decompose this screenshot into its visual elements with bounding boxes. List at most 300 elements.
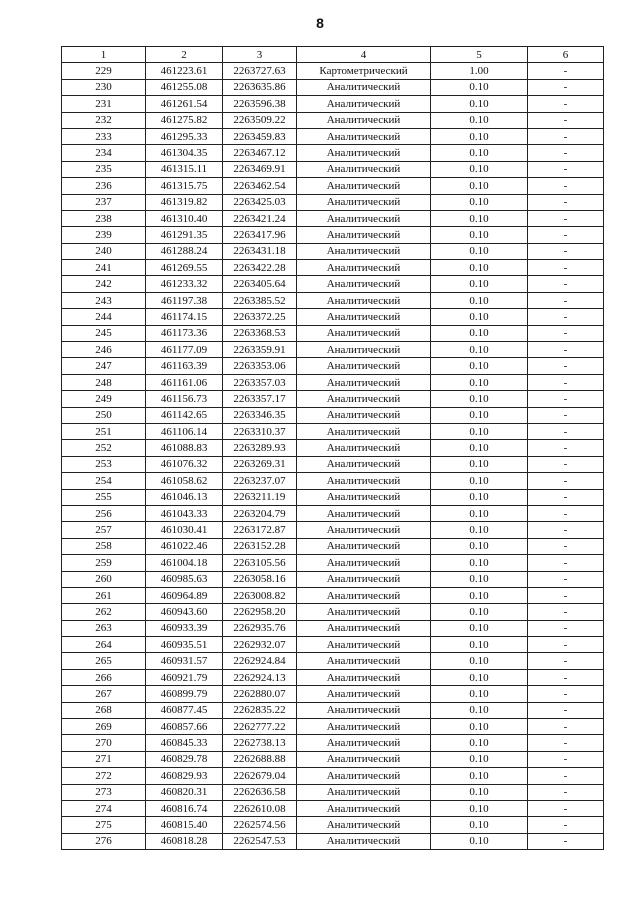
x-coordinate-cell: 460899.79 (146, 686, 223, 702)
note-cell: - (528, 243, 604, 259)
table-row (62, 719, 604, 735)
point-number-cell: 247 (62, 358, 146, 374)
method-cell: Аналитический (297, 653, 431, 669)
y-coordinate-cell: 2263353.06 (223, 358, 297, 374)
point-number-cell: 238 (62, 210, 146, 226)
method-cell: Аналитический (297, 194, 431, 210)
note-cell: - (528, 96, 604, 112)
table-row (62, 243, 604, 259)
method-cell: Аналитический (297, 702, 431, 718)
point-number-cell: 251 (62, 423, 146, 439)
note-cell: - (528, 145, 604, 161)
x-coordinate-cell: 460964.89 (146, 587, 223, 603)
accuracy-cell: 0.10 (431, 538, 528, 554)
x-coordinate-cell: 461315.75 (146, 178, 223, 194)
table-row (62, 210, 604, 226)
note-cell: - (528, 768, 604, 784)
note-cell: - (528, 210, 604, 226)
note-cell: - (528, 719, 604, 735)
accuracy-cell: 0.10 (431, 669, 528, 685)
point-number-cell: 263 (62, 620, 146, 636)
table-row (62, 800, 604, 816)
method-cell: Аналитический (297, 178, 431, 194)
header-row (62, 47, 604, 63)
note-cell: - (528, 260, 604, 276)
y-coordinate-cell: 2262932.07 (223, 637, 297, 653)
y-coordinate-cell: 2263385.52 (223, 292, 297, 308)
method-cell: Аналитический (297, 276, 431, 292)
accuracy-cell: 0.10 (431, 325, 528, 341)
y-coordinate-cell: 2262835.22 (223, 702, 297, 718)
x-coordinate-cell: 460877.45 (146, 702, 223, 718)
note-cell: - (528, 112, 604, 128)
accuracy-cell: 0.10 (431, 522, 528, 538)
x-coordinate-cell: 461310.40 (146, 210, 223, 226)
table-row (62, 473, 604, 489)
x-coordinate-cell: 460829.93 (146, 768, 223, 784)
table-header (62, 47, 604, 63)
x-coordinate-cell: 461255.08 (146, 79, 223, 95)
y-coordinate-cell: 2263467.12 (223, 145, 297, 161)
point-number-cell: 244 (62, 309, 146, 325)
note-cell: - (528, 604, 604, 620)
accuracy-cell: 0.10 (431, 456, 528, 472)
accuracy-cell: 0.10 (431, 817, 528, 833)
table-row (62, 178, 604, 194)
note-cell: - (528, 178, 604, 194)
coordinates-table (61, 46, 604, 850)
method-cell: Аналитический (297, 423, 431, 439)
x-coordinate-cell: 461173.36 (146, 325, 223, 341)
table-row (62, 440, 604, 456)
x-coordinate-cell: 461142.65 (146, 407, 223, 423)
note-cell: - (528, 391, 604, 407)
x-coordinate-cell: 461076.32 (146, 456, 223, 472)
y-coordinate-cell: 2262610.08 (223, 800, 297, 816)
note-cell: - (528, 227, 604, 243)
point-number-cell: 272 (62, 768, 146, 784)
note-cell: - (528, 194, 604, 210)
point-number-cell: 260 (62, 571, 146, 587)
x-coordinate-cell: 460816.74 (146, 800, 223, 816)
point-number-cell: 240 (62, 243, 146, 259)
table-row (62, 96, 604, 112)
point-number-cell: 239 (62, 227, 146, 243)
table-row (62, 489, 604, 505)
method-cell: Аналитический (297, 604, 431, 620)
x-coordinate-cell: 461275.82 (146, 112, 223, 128)
y-coordinate-cell: 2263237.07 (223, 473, 297, 489)
note-cell: - (528, 79, 604, 95)
table-row (62, 522, 604, 538)
y-coordinate-cell: 2263459.83 (223, 128, 297, 144)
method-cell: Аналитический (297, 161, 431, 177)
method-cell: Аналитический (297, 128, 431, 144)
x-coordinate-cell: 461315.11 (146, 161, 223, 177)
accuracy-cell: 0.10 (431, 391, 528, 407)
table-row (62, 686, 604, 702)
method-cell: Аналитический (297, 620, 431, 636)
accuracy-cell: 0.10 (431, 374, 528, 390)
accuracy-cell: 0.10 (431, 292, 528, 308)
note-cell: - (528, 505, 604, 521)
note-cell: - (528, 489, 604, 505)
point-number-cell: 269 (62, 719, 146, 735)
accuracy-cell: 0.10 (431, 473, 528, 489)
point-number-cell: 262 (62, 604, 146, 620)
accuracy-cell: 0.10 (431, 243, 528, 259)
table-row (62, 538, 604, 554)
y-coordinate-cell: 2262935.76 (223, 620, 297, 636)
method-cell: Аналитический (297, 768, 431, 784)
point-number-cell: 234 (62, 145, 146, 161)
accuracy-cell: 0.10 (431, 276, 528, 292)
x-coordinate-cell: 460921.79 (146, 669, 223, 685)
table-row (62, 358, 604, 374)
accuracy-cell: 0.10 (431, 637, 528, 653)
y-coordinate-cell: 2262880.07 (223, 686, 297, 702)
note-cell: - (528, 309, 604, 325)
point-number-cell: 254 (62, 473, 146, 489)
point-number-cell: 265 (62, 653, 146, 669)
point-number-cell: 231 (62, 96, 146, 112)
x-coordinate-cell: 460931.57 (146, 653, 223, 669)
accuracy-cell: 0.10 (431, 571, 528, 587)
note-cell: - (528, 637, 604, 653)
method-cell: Аналитический (297, 719, 431, 735)
point-number-cell: 246 (62, 342, 146, 358)
method-cell: Аналитический (297, 686, 431, 702)
y-coordinate-cell: 2263462.54 (223, 178, 297, 194)
method-cell: Аналитический (297, 473, 431, 489)
point-number-cell: 248 (62, 374, 146, 390)
y-coordinate-cell: 2263357.17 (223, 391, 297, 407)
y-coordinate-cell: 2263431.18 (223, 243, 297, 259)
accuracy-cell: 0.10 (431, 505, 528, 521)
point-number-cell: 268 (62, 702, 146, 718)
accuracy-cell: 0.10 (431, 719, 528, 735)
accuracy-cell: 0.10 (431, 489, 528, 505)
x-coordinate-cell: 461269.55 (146, 260, 223, 276)
point-number-cell: 271 (62, 751, 146, 767)
note-cell: - (528, 686, 604, 702)
x-coordinate-cell: 460845.33 (146, 735, 223, 751)
table-row (62, 423, 604, 439)
accuracy-cell: 0.10 (431, 784, 528, 800)
accuracy-cell: 0.10 (431, 128, 528, 144)
y-coordinate-cell: 2262636.58 (223, 784, 297, 800)
accuracy-cell: 0.10 (431, 440, 528, 456)
point-number-cell: 242 (62, 276, 146, 292)
point-number-cell: 274 (62, 800, 146, 816)
table-row (62, 194, 604, 210)
method-cell: Аналитический (297, 587, 431, 603)
point-number-cell: 256 (62, 505, 146, 521)
method-cell: Аналитический (297, 260, 431, 276)
y-coordinate-cell: 2262777.22 (223, 719, 297, 735)
method-cell: Аналитический (297, 374, 431, 390)
x-coordinate-cell: 461046.13 (146, 489, 223, 505)
x-coordinate-cell: 461163.39 (146, 358, 223, 374)
accuracy-cell: 0.10 (431, 161, 528, 177)
y-coordinate-cell: 2263372.25 (223, 309, 297, 325)
method-cell: Аналитический (297, 800, 431, 816)
y-coordinate-cell: 2263421.24 (223, 210, 297, 226)
x-coordinate-cell: 460815.40 (146, 817, 223, 833)
accuracy-cell: 0.10 (431, 260, 528, 276)
accuracy-cell: 0.10 (431, 358, 528, 374)
note-cell: - (528, 587, 604, 603)
y-coordinate-cell: 2263310.37 (223, 423, 297, 439)
x-coordinate-cell: 461161.06 (146, 374, 223, 390)
accuracy-cell: 0.10 (431, 686, 528, 702)
x-coordinate-cell: 461291.35 (146, 227, 223, 243)
table-row (62, 751, 604, 767)
table-body (62, 63, 604, 850)
table-row (62, 260, 604, 276)
table-row (62, 161, 604, 177)
x-coordinate-cell: 461233.32 (146, 276, 223, 292)
y-coordinate-cell: 2263596.38 (223, 96, 297, 112)
note-cell: - (528, 833, 604, 849)
y-coordinate-cell: 2263405.64 (223, 276, 297, 292)
note-cell: - (528, 128, 604, 144)
table-row (62, 374, 604, 390)
note-cell: - (528, 325, 604, 341)
note-cell: - (528, 161, 604, 177)
point-number-cell: 275 (62, 817, 146, 833)
table-row (62, 637, 604, 653)
y-coordinate-cell: 2262574.56 (223, 817, 297, 833)
point-number-cell: 235 (62, 161, 146, 177)
y-coordinate-cell: 2262688.88 (223, 751, 297, 767)
method-cell: Аналитический (297, 292, 431, 308)
y-coordinate-cell: 2262958.20 (223, 604, 297, 620)
x-coordinate-cell: 461174.15 (146, 309, 223, 325)
x-coordinate-cell: 461288.24 (146, 243, 223, 259)
point-number-cell: 230 (62, 79, 146, 95)
note-cell: - (528, 817, 604, 833)
table-row (62, 505, 604, 521)
point-number-cell: 237 (62, 194, 146, 210)
x-coordinate-cell: 461197.38 (146, 292, 223, 308)
x-coordinate-cell: 461304.35 (146, 145, 223, 161)
table-row (62, 145, 604, 161)
y-coordinate-cell: 2263469.91 (223, 161, 297, 177)
note-cell: - (528, 522, 604, 538)
table-row (62, 391, 604, 407)
y-coordinate-cell: 2263509.22 (223, 112, 297, 128)
method-cell: Аналитический (297, 637, 431, 653)
accuracy-cell: 0.10 (431, 800, 528, 816)
point-number-cell: 249 (62, 391, 146, 407)
column-header-3: 3 (223, 47, 297, 63)
table-row (62, 653, 604, 669)
column-header-5: 5 (431, 47, 528, 63)
note-cell: - (528, 784, 604, 800)
accuracy-cell: 0.10 (431, 768, 528, 784)
accuracy-cell: 0.10 (431, 145, 528, 161)
method-cell: Аналитический (297, 669, 431, 685)
method-cell: Аналитический (297, 210, 431, 226)
accuracy-cell: 0.10 (431, 555, 528, 571)
accuracy-cell: 0.10 (431, 587, 528, 603)
table-row (62, 407, 604, 423)
note-cell: - (528, 374, 604, 390)
method-cell: Аналитический (297, 96, 431, 112)
table-row (62, 817, 604, 833)
y-coordinate-cell: 2262679.04 (223, 768, 297, 784)
accuracy-cell: 0.10 (431, 735, 528, 751)
x-coordinate-cell: 460943.60 (146, 604, 223, 620)
point-number-cell: 258 (62, 538, 146, 554)
method-cell: Аналитический (297, 751, 431, 767)
note-cell: - (528, 423, 604, 439)
accuracy-cell: 0.10 (431, 423, 528, 439)
method-cell: Аналитический (297, 555, 431, 571)
point-number-cell: 229 (62, 63, 146, 79)
table-row (62, 276, 604, 292)
method-cell: Аналитический (297, 505, 431, 521)
method-cell: Аналитический (297, 735, 431, 751)
y-coordinate-cell: 2262924.13 (223, 669, 297, 685)
y-coordinate-cell: 2263422.28 (223, 260, 297, 276)
accuracy-cell: 0.10 (431, 79, 528, 95)
y-coordinate-cell: 2263152.28 (223, 538, 297, 554)
table-row (62, 604, 604, 620)
note-cell: - (528, 63, 604, 79)
note-cell: - (528, 538, 604, 554)
method-cell: Аналитический (297, 227, 431, 243)
x-coordinate-cell: 461088.83 (146, 440, 223, 456)
x-coordinate-cell: 460985.63 (146, 571, 223, 587)
point-number-cell: 253 (62, 456, 146, 472)
point-number-cell: 241 (62, 260, 146, 276)
method-cell: Аналитический (297, 522, 431, 538)
x-coordinate-cell: 461058.62 (146, 473, 223, 489)
method-cell: Аналитический (297, 391, 431, 407)
point-number-cell: 267 (62, 686, 146, 702)
accuracy-cell: 0.10 (431, 178, 528, 194)
method-cell: Аналитический (297, 456, 431, 472)
method-cell: Аналитический (297, 243, 431, 259)
table-row (62, 669, 604, 685)
method-cell: Аналитический (297, 833, 431, 849)
x-coordinate-cell: 460818.28 (146, 833, 223, 849)
column-header-4: 4 (297, 47, 431, 63)
y-coordinate-cell: 2263172.87 (223, 522, 297, 538)
table-row (62, 128, 604, 144)
point-number-cell: 236 (62, 178, 146, 194)
method-cell: Картометрический (297, 63, 431, 79)
point-number-cell: 259 (62, 555, 146, 571)
point-number-cell: 266 (62, 669, 146, 685)
note-cell: - (528, 456, 604, 472)
y-coordinate-cell: 2263204.79 (223, 505, 297, 521)
y-coordinate-cell: 2262547.53 (223, 833, 297, 849)
note-cell: - (528, 620, 604, 636)
y-coordinate-cell: 2263368.53 (223, 325, 297, 341)
x-coordinate-cell: 461223.61 (146, 63, 223, 79)
note-cell: - (528, 653, 604, 669)
note-cell: - (528, 407, 604, 423)
table-row (62, 309, 604, 325)
note-cell: - (528, 555, 604, 571)
column-header-6: 6 (528, 47, 604, 63)
accuracy-cell: 0.10 (431, 833, 528, 849)
y-coordinate-cell: 2263417.96 (223, 227, 297, 243)
y-coordinate-cell: 2263269.31 (223, 456, 297, 472)
table-row (62, 112, 604, 128)
note-cell: - (528, 800, 604, 816)
x-coordinate-cell: 461106.14 (146, 423, 223, 439)
table-row (62, 735, 604, 751)
method-cell: Аналитический (297, 489, 431, 505)
accuracy-cell: 0.10 (431, 112, 528, 128)
note-cell: - (528, 571, 604, 587)
x-coordinate-cell: 461004.18 (146, 555, 223, 571)
page-number: 8 (316, 15, 324, 31)
y-coordinate-cell: 2263727.63 (223, 63, 297, 79)
accuracy-cell: 0.10 (431, 702, 528, 718)
point-number-cell: 252 (62, 440, 146, 456)
table-row (62, 587, 604, 603)
y-coordinate-cell: 2263425.03 (223, 194, 297, 210)
x-coordinate-cell: 460829.78 (146, 751, 223, 767)
y-coordinate-cell: 2263289.93 (223, 440, 297, 456)
note-cell: - (528, 751, 604, 767)
y-coordinate-cell: 2263058.16 (223, 571, 297, 587)
point-number-cell: 233 (62, 128, 146, 144)
y-coordinate-cell: 2263357.03 (223, 374, 297, 390)
point-number-cell: 270 (62, 735, 146, 751)
table-row (62, 784, 604, 800)
method-cell: Аналитический (297, 79, 431, 95)
point-number-cell: 232 (62, 112, 146, 128)
table-row (62, 342, 604, 358)
method-cell: Аналитический (297, 342, 431, 358)
accuracy-cell: 0.10 (431, 227, 528, 243)
y-coordinate-cell: 2263008.82 (223, 587, 297, 603)
x-coordinate-cell: 461319.82 (146, 194, 223, 210)
method-cell: Аналитический (297, 571, 431, 587)
accuracy-cell: 0.10 (431, 309, 528, 325)
y-coordinate-cell: 2263211.19 (223, 489, 297, 505)
method-cell: Аналитический (297, 112, 431, 128)
y-coordinate-cell: 2263105.56 (223, 555, 297, 571)
y-coordinate-cell: 2262738.13 (223, 735, 297, 751)
point-number-cell: 250 (62, 407, 146, 423)
y-coordinate-cell: 2262924.84 (223, 653, 297, 669)
x-coordinate-cell: 461177.09 (146, 342, 223, 358)
method-cell: Аналитический (297, 817, 431, 833)
point-number-cell: 276 (62, 833, 146, 849)
table-row (62, 768, 604, 784)
note-cell: - (528, 440, 604, 456)
y-coordinate-cell: 2263635.86 (223, 79, 297, 95)
method-cell: Аналитический (297, 538, 431, 554)
table-row (62, 63, 604, 79)
table-row (62, 227, 604, 243)
note-cell: - (528, 669, 604, 685)
accuracy-cell: 1.00 (431, 63, 528, 79)
accuracy-cell: 0.10 (431, 407, 528, 423)
table-row (62, 833, 604, 849)
accuracy-cell: 0.10 (431, 96, 528, 112)
method-cell: Аналитический (297, 358, 431, 374)
table-row (62, 555, 604, 571)
point-number-cell: 243 (62, 292, 146, 308)
